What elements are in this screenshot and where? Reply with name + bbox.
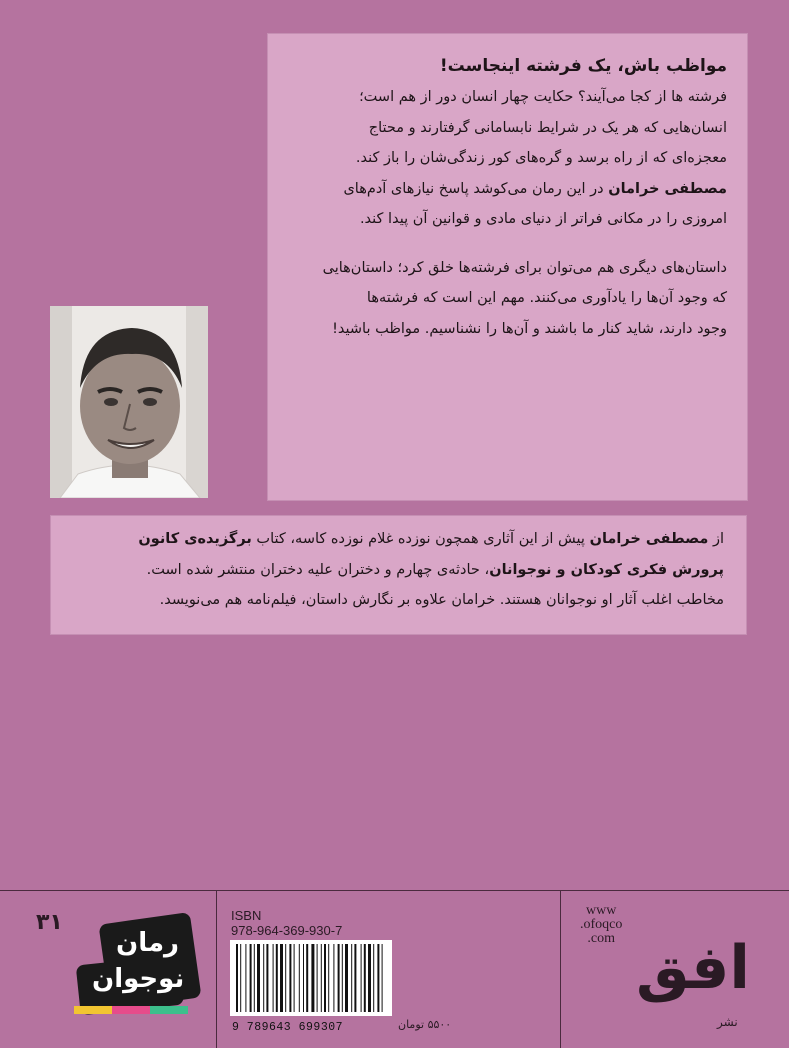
barcode-bar [354,944,356,1012]
barcode-bar [373,944,374,1012]
website-line: www [586,903,617,918]
description-line: معجزه‌ای که از راه برسد و گره‌های کور زندگی‌شان را باز کند. [355,150,727,166]
barcode-digits: 9 789643 699307 [232,1021,344,1034]
barcode-bar [273,944,274,1012]
barcode-bar [294,944,295,1012]
barcode-bar [240,944,241,1012]
series-logo-text: نوجوان [92,964,185,994]
barcode-bar [245,944,246,1012]
barcode-bar [266,944,268,1012]
publisher-website [580,904,622,946]
award-text: برگزیده‌ی کانون [138,531,252,547]
description-line: فرشته ها از کجا می‌آیند؟ حکایت چهار انسان دور از هم است؛ [359,89,727,105]
barcode-bar [333,944,334,1012]
series-logo-text: رمان [116,928,180,958]
barcode-bar [317,944,318,1012]
publisher-logo: افق [636,933,750,1003]
publisher-prefix: نشر [717,1015,738,1029]
bio-line [69,555,724,586]
barcode-bar [345,944,348,1012]
barcode-bar [328,944,329,1012]
description-line: وجود دارند، شاید کنار ما باشند و آن‌ها را نشناسیم. مواظب باشید! [332,320,727,337]
author-bio-panel [50,515,747,635]
description-line: که وجود آن‌ها را یادآوری می‌کنند. مهم این است که فرشته‌ها [366,290,727,306]
barcode-bar [324,944,326,1012]
divider [216,890,217,1048]
barcode-bar [263,944,264,1012]
bio-line: مخاطب اغلب آثار او نوجوانان هستند. خرامان علاوه بر نگارش داستان، فیلم‌نامه هم می‌نویسد. [159,592,724,608]
barcode-bar [254,944,255,1012]
barcode-bar [361,944,362,1012]
barcode-bar [311,944,314,1012]
divider [0,890,789,891]
barcode-bar [338,944,340,1012]
description-line: امروزی را در مکانی فراتر از دنیای مادی و قوانین آن پیدا کند. [359,211,727,227]
description-line [288,174,727,205]
barcode-bar [342,944,343,1012]
isbn-number: 978-964-369-930-7 [231,923,343,938]
award-text: پرورش فکری کودکان و نوجوانان [489,561,724,578]
description-line: انسان‌هایی که هر یک در شرایط نابسامانی گرفتارند و محتاج [368,119,727,136]
author-name: مصطفی خرامان [589,531,709,547]
page-number: ۳۱ [36,910,63,935]
barcode-bar [236,944,238,1012]
barcode-bar [250,944,252,1012]
author-photo [50,306,208,498]
barcode-bar [289,944,291,1012]
website-line: .ofoqco [580,917,623,932]
website-line: .com [587,931,615,946]
barcode-bar [280,944,283,1012]
barcode-bar [351,944,352,1012]
barcode-bar [368,944,371,1012]
barcode-bar [321,944,322,1012]
barcode [230,940,392,1016]
barcode-bar [382,944,383,1012]
barcode-bar [299,944,300,1012]
description-line: داستان‌های دیگری هم می‌توان برای فرشته‌ها خلق کرد؛ داستان‌هایی [322,259,727,276]
isbn-label: ISBN [231,908,262,923]
barcode-bar [276,944,278,1012]
book-tagline: مواظب باش، یک فرشته اینجاست! [439,56,727,76]
barcode-bar [257,944,260,1012]
divider [560,890,561,1048]
description-panel [267,33,748,501]
barcode-bar [306,944,308,1012]
price: ۵۵۰۰ تومان [398,1018,452,1031]
barcode-bar [364,944,366,1012]
description-text: در این رمان می‌کوشد پاسخ نیازهای آدم‌های [343,180,609,197]
bio-text: پیش از این آثاری همچون نوزده غلام نوزده کاسه، کتاب [251,531,590,547]
bio-text: ، حادثه‌ی چهارم و دختران علیه دختران منتشر شده است. [146,561,490,578]
barcode-bar [285,944,286,1012]
bio-text: از [708,531,724,547]
barcode-bar [303,944,304,1012]
bottom-bar [0,890,789,1048]
author-name: مصطفی خرامان [608,180,727,197]
bio-line [69,524,724,555]
barcode-bar [377,944,379,1012]
